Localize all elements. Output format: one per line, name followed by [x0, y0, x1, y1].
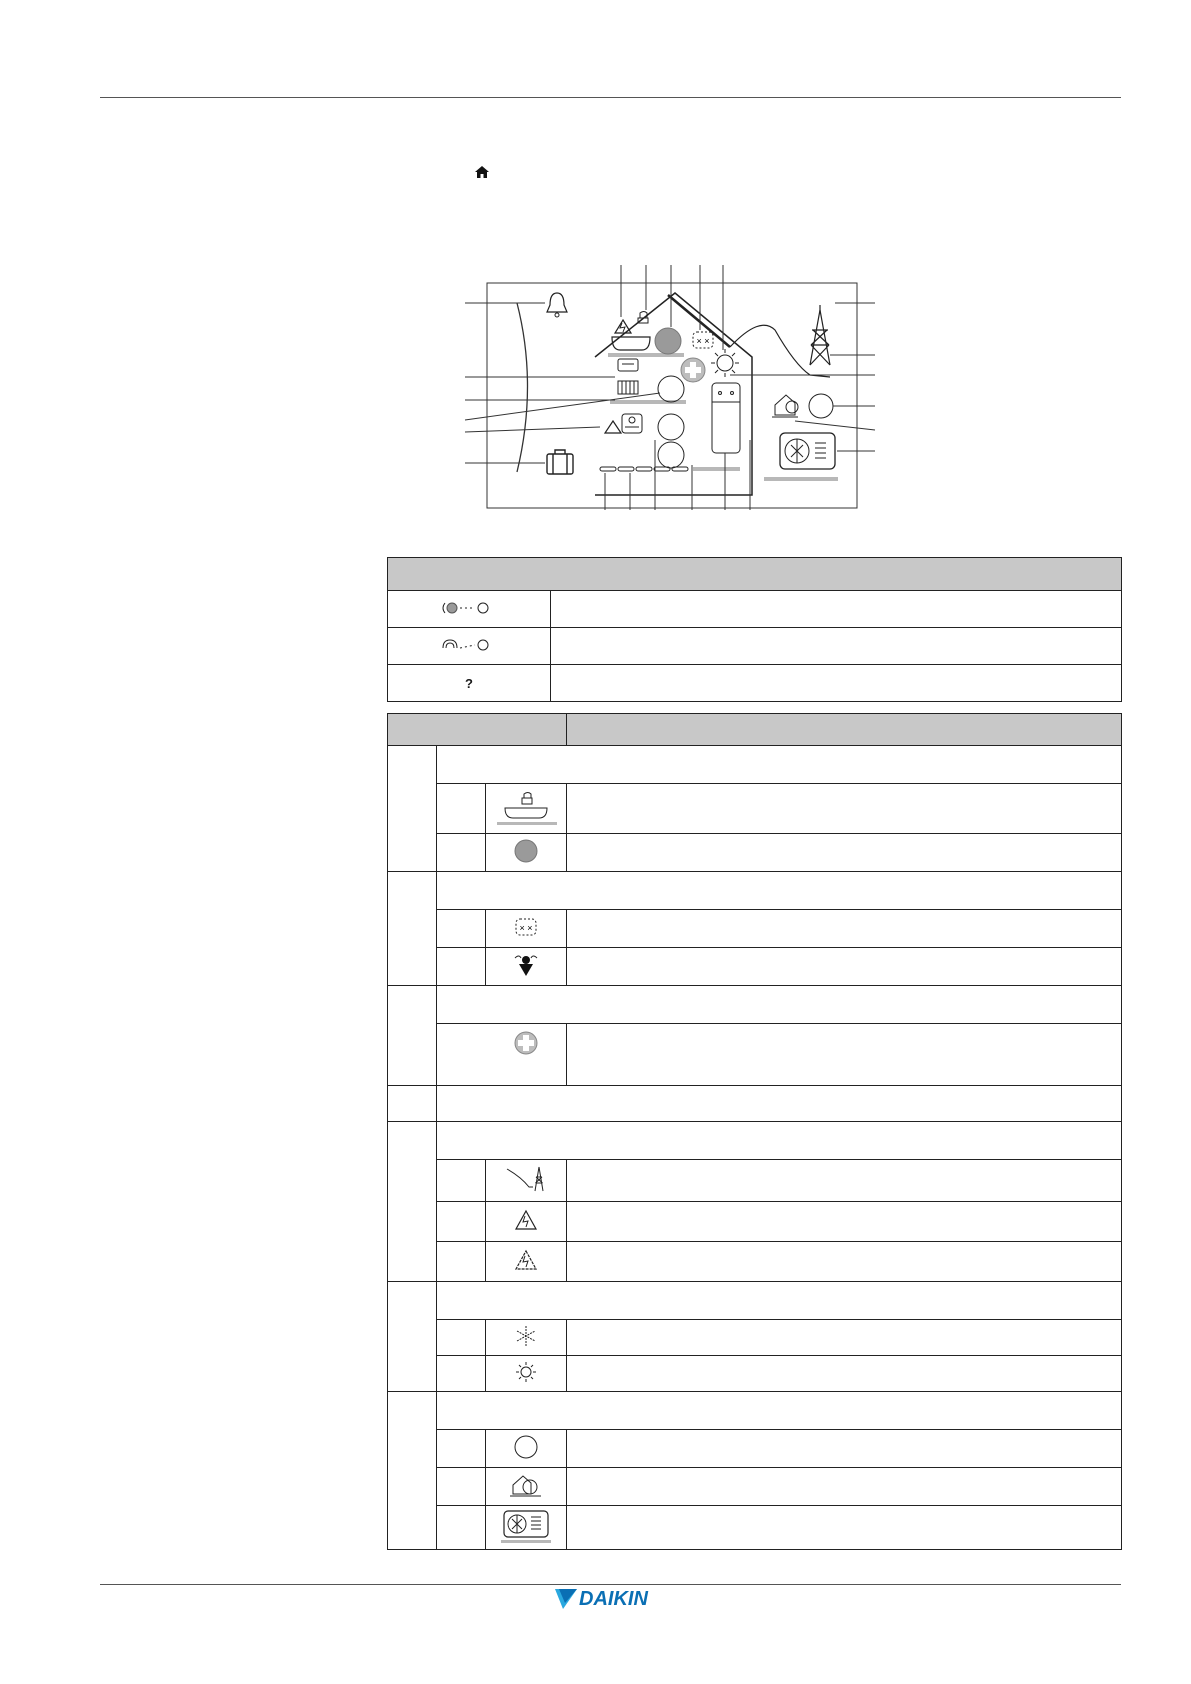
thermostat-icon [618, 359, 638, 371]
help-icon: ? [388, 665, 551, 702]
dhw-setpoint-circle [655, 328, 681, 354]
legend-item-row [388, 1024, 1122, 1086]
smart-grid-icon [486, 910, 567, 948]
legend-group-row [388, 746, 1122, 784]
home-icon [475, 166, 489, 178]
status-description [551, 665, 1122, 702]
svg-text:× ×: × × [696, 336, 710, 346]
electric-icon-1 [486, 1202, 567, 1242]
legend-group-row [388, 1282, 1122, 1320]
smart-grid-icon [693, 332, 713, 348]
backup-heater-icon [486, 1024, 567, 1086]
radiator-icon [618, 381, 638, 394]
sun-icon [711, 349, 739, 377]
status-description [551, 628, 1122, 665]
status-table [387, 557, 1122, 702]
tank-icon [712, 383, 740, 453]
booster-heater-icon [681, 358, 705, 382]
connection-icon [388, 591, 551, 628]
outdoor-temp-circle [809, 394, 833, 418]
legend-item-row [388, 910, 1122, 948]
legend-item-row [388, 1356, 1122, 1392]
pylon-icon [810, 305, 830, 365]
screen-frame [487, 283, 857, 508]
house-sensor-icon [486, 1468, 567, 1506]
legend-header [388, 714, 1122, 746]
legend-table [387, 713, 1122, 1550]
legend-item-row [388, 1506, 1122, 1550]
svg-text:× ×: × × [519, 923, 533, 933]
space-heating-circle [658, 376, 684, 402]
zone-circle-1 [658, 414, 684, 440]
bell-icon [547, 293, 567, 317]
legend-item-row [388, 1160, 1122, 1202]
daikin-logo [555, 1585, 675, 1613]
legend-group-row [388, 872, 1122, 910]
legend-item-row [388, 1202, 1122, 1242]
legend-group-row [388, 1392, 1122, 1430]
legend-group-row [388, 986, 1122, 1024]
sun-icon [486, 1356, 567, 1392]
remote-connection-icon [388, 628, 551, 665]
status-row [388, 591, 1122, 628]
outdoor-bar [764, 477, 838, 481]
electric-icon-2 [486, 1242, 567, 1282]
status-table-header [388, 558, 1122, 591]
home-screen-diagram [460, 255, 920, 535]
power-line-icon [486, 1160, 567, 1202]
legend-item-row [388, 1242, 1122, 1282]
svg-text:DAIKIN: DAIKIN [579, 1588, 648, 1610]
legend-item-row [388, 784, 1122, 834]
tank-bar [693, 467, 740, 471]
legend-group-row [388, 1122, 1122, 1160]
legend-item-row [388, 948, 1122, 986]
electric-warning-icon-2 [605, 421, 621, 433]
zone-circle-2 [658, 442, 684, 468]
shower-tap-icon [486, 784, 567, 834]
legend-group-row [388, 1086, 1122, 1122]
status-row [388, 665, 1122, 702]
grey-circle-icon [486, 834, 567, 872]
legend-item-row [388, 1430, 1122, 1468]
curved-divider [517, 303, 528, 472]
indoor-unit-icon [622, 414, 642, 433]
status-row [388, 628, 1122, 665]
legend-item-row [388, 834, 1122, 872]
legend-item-row [388, 1320, 1122, 1356]
status-description [551, 591, 1122, 628]
house-sensor-icon [772, 395, 798, 417]
snowflake-icon [486, 1320, 567, 1356]
header-rule [100, 97, 1121, 98]
outline-circle-icon [486, 1430, 567, 1468]
legend-item-row [388, 1468, 1122, 1506]
outdoor-unit-icon [486, 1506, 567, 1550]
booster-icon [486, 948, 567, 986]
suitcase-icon [547, 450, 573, 474]
outdoor-unit-icon [780, 433, 835, 469]
